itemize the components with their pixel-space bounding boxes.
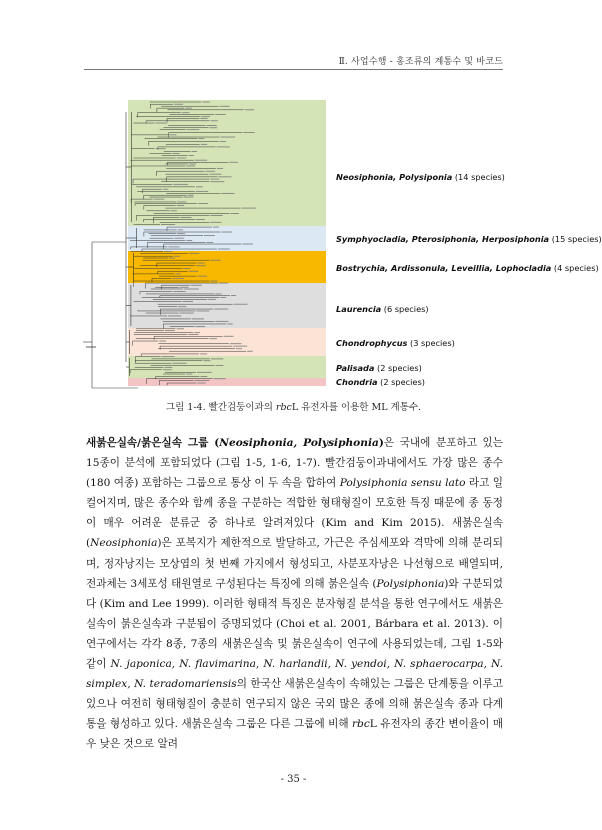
clade-count: (15 species) xyxy=(549,234,602,244)
clade-count: (14 species) xyxy=(452,172,505,182)
clade-count: (2 species) xyxy=(377,377,425,387)
clade-genera: Symphyocladia, Pterosiphonia, Herposiphonia xyxy=(336,234,550,244)
clade-label-symphyocladia xyxy=(336,234,602,244)
clade-genera: Laurencia xyxy=(336,304,382,314)
page-number: - 35 - xyxy=(280,774,307,785)
clade-genera: Bostrychia, Ardissonula, Leveillia, Lophocladia xyxy=(336,263,552,273)
clade-label-chondria xyxy=(336,377,425,387)
running-header: Ⅱ. 사업수행 - 홍조류의 계통수 및 바코드 xyxy=(338,57,503,67)
clade-genera: Palisada xyxy=(336,363,375,373)
clade-genera: Chondrophycus xyxy=(336,338,408,348)
clade-label-laurencia xyxy=(336,304,429,314)
clade-genera: Neosiphonia, Polysiponia xyxy=(336,172,453,182)
body-paragraph: 새붉은실속/붉은실속 그룹 (Neosiphonia, Polysiphonia)은 국내에 분포하고 있는 15종이 분석에 포함되었다 (그림 1-5, 1-6, 1-7). 빨간검둥이과내에서도 가장 많은 종수 (180 여종) 포함하는 그룹으로 통상 이 두 속을 합하여 Polysiphonia sensu lato 라고 일컬어지며, 많은 종수와 함께 종을 구분하는 적합한 형태형질이 모호한 특징 때문에 종 동정이 매우 어려운 분류군 중 하나로 알려져있다 (Kim and Kim 2015). 새붉은실속 (Neosiphonia)은 포복지가 제한적으로 발달하고, 가근은 주심세포와 격막에 의해 분리되며, 정자낭지는 모상엽의 첫 번째 가지에서 형성되고, 사분포자낭은 나선형으로 배열되며, 전과체는 3세포성 태원열로 구성된다는 특징에 의해 붉은실속 (Polysiphonia)와 구분되었다 (Kim and Lee 1999). 이러한 형태적 특징은 분자형질 분석을 통한 연구에서도 새붉은실속이 붉은실속과 구분됨이 증명되었다 (Choi et al. 2001, Bárbara et al. 2013). 이 연구에서는 각각 8종, 7종의 새붉은실속 및 붉은실속이 연구에 사용되었는데, 그림 1-5와 같이 N. japonica, N. flavimarina, N. harlandii, N. yendoi, N. sphaerocarpa, N. simplex, N. teradomariensis의 한국산 새붉은실속이 속해있는 그룹은 단계통을 이루고 있으나 여전히 형태형질이 충분히 연구되지 않은 국외 많은 종에 의해 붉은실속 종과 다계통을 형성하고 있다. 새붉은실속 그룹은 다른 그룹에 비해 rbcL 유전자의 종간 변이율이 매우 낮은 것으로 알려 xyxy=(86,437,503,751)
clade-count: (3 species) xyxy=(407,338,455,348)
header-rule xyxy=(84,69,503,70)
clade-label-bostrychia xyxy=(336,263,599,273)
clade-label-neosiphonia xyxy=(336,172,505,182)
clade-label-chondrophycus xyxy=(336,338,455,348)
clade-count: (6 species) xyxy=(381,304,429,314)
figure-caption: 그림 1-4. 빨간검둥이과의 rbcL 유전자를 이용한 ML 계통수. xyxy=(165,402,422,413)
phylogenetic-tree-figure xyxy=(78,92,602,392)
clade-label-palisada xyxy=(336,363,422,373)
section-heading: 새붉은실속/붉은실속 그룹 (Neosiphonia, Polysiphonia) xyxy=(86,437,384,449)
tree-branches xyxy=(78,92,328,392)
clade-genera: Chondria xyxy=(336,377,378,387)
clade-count: (2 species) xyxy=(374,363,422,373)
clade-count: (4 species) xyxy=(551,263,599,273)
